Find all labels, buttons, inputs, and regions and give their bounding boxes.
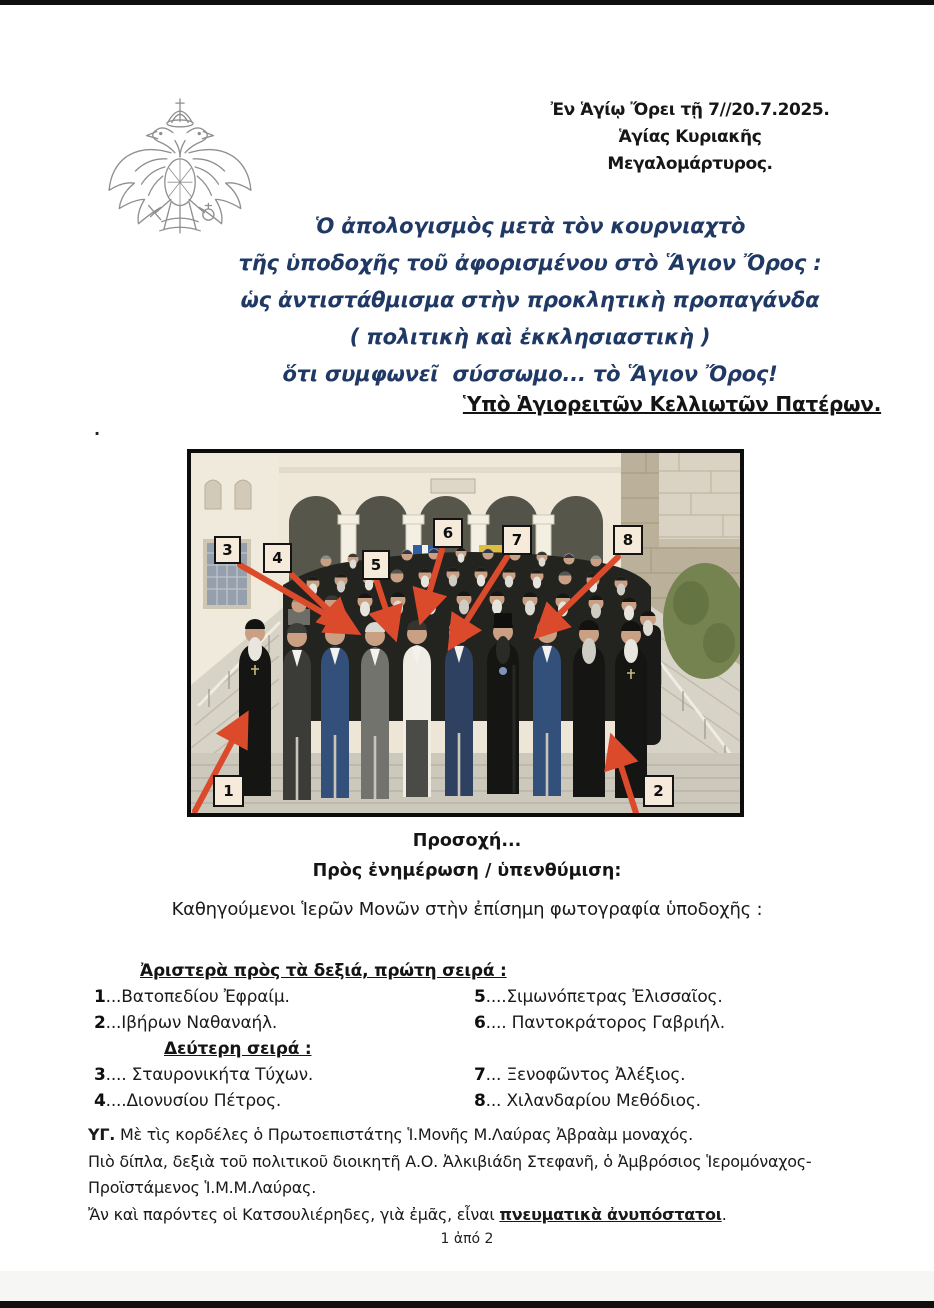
date-line: Ἐν Ἁγίῳ Ὄρει τῇ 7//20.7.2025. bbox=[550, 100, 830, 120]
photo-label-1: 1 bbox=[213, 775, 244, 807]
date-header bbox=[535, 97, 845, 178]
photo-label-8: 8 bbox=[613, 525, 643, 555]
list-item-7-num: 7 bbox=[474, 1065, 486, 1085]
list-item-3-num: 3 bbox=[94, 1065, 106, 1085]
ps-line-4 bbox=[88, 1202, 898, 1229]
notice-line-2: Πρὸς ἐνημέρωση / ὑπενθύμιση: bbox=[312, 861, 622, 881]
ps-label: ΥΓ. bbox=[88, 1125, 116, 1144]
pointer-arrows bbox=[191, 453, 740, 813]
title-line-3: ὡς ἀντιστάθμισμα στὴν προκλητικὴ προπαγάνδα bbox=[240, 288, 820, 312]
title-line-4: ( πολιτικὴ καὶ ἐκκλησιαστικὴ ) bbox=[349, 325, 711, 349]
title-line-5: ὅτι συμφωνεῖ σύσσωμο... τὸ Ἅγιον Ὄρος! bbox=[282, 362, 778, 386]
list-item-4-text: ....Διονυσίου Πέτρος. bbox=[105, 1091, 282, 1111]
page-title bbox=[100, 208, 934, 393]
list-item-2-text: ...Ιβήρων Ναθαναήλ. bbox=[105, 1013, 278, 1033]
photo-label-5: 5 bbox=[362, 550, 390, 580]
ps-line-2: Πιὸ δίπλα, δεξιὰ τοῦ πολιτικοῦ διοικητῆ Α.Ο. Ἀλκιβιάδη Στεφανῆ, ὁ Ἀμβρόσιος Ἱερομόναχος- bbox=[88, 1151, 812, 1171]
list-item-1-num: 1 bbox=[94, 987, 106, 1007]
title-line-1: Ὁ ἀπολογισμὸς μετὰ τὸν κουρνιαχτὸ bbox=[314, 214, 746, 238]
list-item-2-num: 2 bbox=[94, 1013, 106, 1033]
list-heading-row1: Ἀριστερὰ πρὸς τὰ δεξιά, πρώτη σειρά : bbox=[140, 961, 507, 981]
list-item-3-text: .... Σταυρονικήτα Τύχων. bbox=[105, 1065, 314, 1085]
notice-line-1: Προσοχή... bbox=[412, 831, 522, 851]
ps-line-3: Προϊστάμενος Ἱ.Μ.Μ.Λαύρας. bbox=[88, 1178, 317, 1197]
list-item-2 bbox=[94, 1013, 277, 1033]
photo-label-6: 6 bbox=[433, 518, 463, 548]
list-item-5 bbox=[474, 987, 723, 1007]
ps-line-4-start: Ἄν καὶ παρόντες οἱ Κατσουλιέρηδες, γιὰ ἐμᾶς, εἶναι bbox=[88, 1204, 500, 1224]
ps-line-1-text: Μὲ τὶς κορδέλες ὁ Πρωτοεπιστάτης Ἱ.Μονῆς Μ.Λαύρας Ἀβραὰμ μοναχός. bbox=[115, 1125, 693, 1144]
list-item-8-text: ... Χιλανδαρίου Μεθόδιος. bbox=[485, 1091, 701, 1111]
group-photo bbox=[187, 449, 744, 817]
ps-line-4-end: . bbox=[721, 1204, 727, 1224]
list-item-4 bbox=[94, 1091, 281, 1111]
page-number: 1 ἀπό 2 bbox=[440, 1231, 494, 1247]
ps-line-4-emphasis: πνευματικὰ ἀνυπόστατοι bbox=[499, 1204, 722, 1224]
list-item-8-num: 8 bbox=[474, 1091, 486, 1111]
photo-label-2: 2 bbox=[643, 775, 674, 807]
list-item-7 bbox=[474, 1065, 685, 1085]
list-item-1-text: ...Βατοπεδίου Ἐφραίμ. bbox=[105, 987, 290, 1007]
list-item-1 bbox=[94, 987, 290, 1007]
list-heading-row2: Δεύτερη σειρά : bbox=[164, 1039, 312, 1059]
stray-period: . bbox=[94, 420, 101, 439]
title-line-2: τῆς ὑποδοχῆς τοῦ ἀφορισμένου στὸ Ἅγιον Ὄρος : bbox=[238, 251, 822, 275]
photo-label-4: 4 bbox=[263, 543, 292, 573]
photo-label-3: 3 bbox=[214, 536, 241, 564]
list-item-3 bbox=[94, 1065, 313, 1085]
list-intro: Καθηγούμενοι Ἱερῶν Μονῶν στὴν ἐπίσημη φωτογραφία ὑποδοχῆς : bbox=[171, 899, 763, 920]
list-item-7-text: ... Ξενοφῶντος Ἀλέξιος. bbox=[485, 1065, 686, 1085]
bottom-border bbox=[0, 1301, 934, 1308]
byline: Ὑπὸ Ἁγιορειτῶν Κελλιωτῶν Πατέρων. bbox=[462, 392, 882, 416]
list-item-5-text: ....Σιμωνόπετρας Ἐλισσαῖος. bbox=[485, 987, 723, 1007]
feast-line: Ἁγίας Κυριακῆς Μεγαλομάρτυρος. bbox=[607, 127, 773, 174]
list-item-8 bbox=[474, 1091, 701, 1111]
list-item-6-text: .... Παντοκράτορος Γαβριήλ. bbox=[485, 1013, 725, 1033]
list-item-6-num: 6 bbox=[474, 1013, 486, 1033]
top-border bbox=[0, 0, 934, 5]
ps-line-1 bbox=[88, 1122, 898, 1149]
bottom-strip bbox=[0, 1271, 934, 1301]
list-item-5-num: 5 bbox=[474, 987, 486, 1007]
list-item-4-num: 4 bbox=[94, 1091, 106, 1111]
photo-label-7: 7 bbox=[502, 525, 532, 555]
notice-block bbox=[0, 826, 934, 886]
postscript bbox=[88, 1122, 898, 1228]
list-item-6 bbox=[474, 1013, 725, 1033]
